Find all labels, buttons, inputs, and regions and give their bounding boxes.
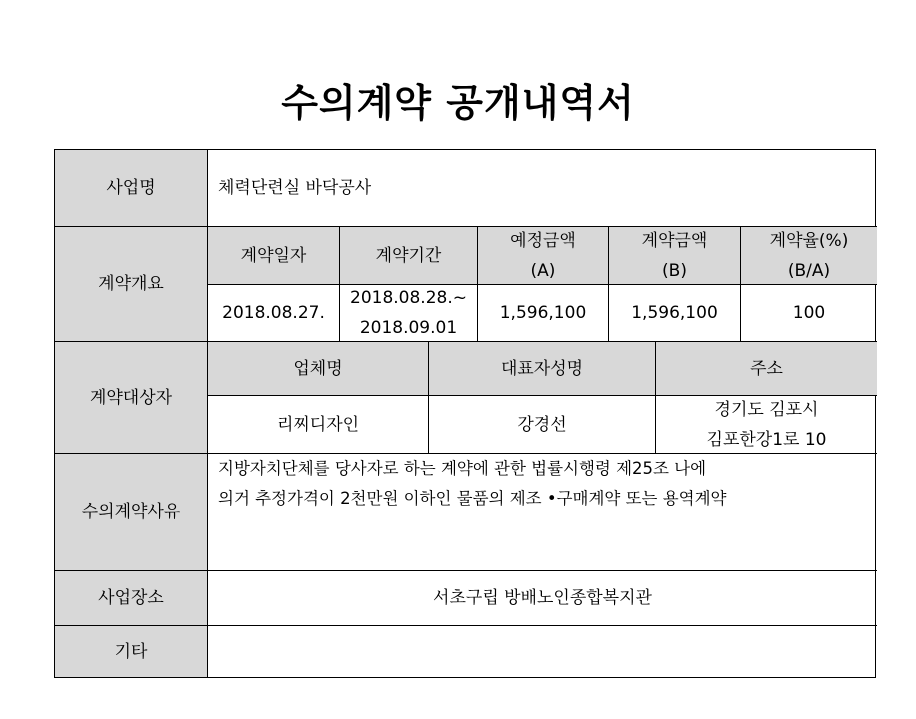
reason-line-2: 의거 추정가격이 2천만원 이하인 물품의 제조 •구매계약 또는 용역계약 xyxy=(218,489,727,508)
header-contract-amount-line2: (B) xyxy=(662,260,687,281)
contract-period-end: 2018.09.01 xyxy=(359,318,458,338)
contract-rate-value: 100 xyxy=(741,285,877,342)
header-estimated-amount xyxy=(478,227,609,285)
header-contract-rate-line1: 계약율(%) xyxy=(769,230,849,251)
header-contract-period xyxy=(340,227,478,285)
address-value xyxy=(656,396,877,454)
reason-line-1: 지방자치단체를 당사자로 하는 계약에 관한 법률시행령 제25조 나에 xyxy=(218,459,707,478)
contract-period-start: 2018.08.28.~ xyxy=(350,288,467,308)
representative-name-value: 강경선 xyxy=(429,396,656,454)
contract-disclosure-table xyxy=(54,149,876,678)
project-name-label: 사업명 xyxy=(55,150,208,227)
location-value: 서초구립 방배노인종합복지관 xyxy=(208,571,877,626)
contract-period-value xyxy=(340,285,478,342)
header-contract-amount-line1: 계약금액 xyxy=(641,230,708,251)
contract-date-value: 2018.08.27. xyxy=(208,285,340,342)
contract-overview-label: 계약개요 xyxy=(55,227,208,342)
reason-value xyxy=(208,454,877,571)
header-contract-rate-line2: (B/A) xyxy=(787,260,831,281)
header-company-name: 업체명 xyxy=(208,342,429,396)
header-contract-rate xyxy=(741,227,877,285)
contract-amount-value: 1,596,100 xyxy=(609,285,741,342)
header-contract-date xyxy=(208,227,340,285)
address-line-2: 김포한강1로 10 xyxy=(706,429,827,450)
estimated-amount-value: 1,596,100 xyxy=(478,285,609,342)
company-name-value: 리찌디자인 xyxy=(208,396,429,454)
header-address: 주소 xyxy=(656,342,877,396)
header-estimated-amount-line2: (A) xyxy=(530,260,556,281)
address-line-1: 경기도 김포시 xyxy=(714,399,819,420)
location-label: 사업장소 xyxy=(55,571,208,626)
other-value xyxy=(208,626,875,677)
header-contract-period-label: 계약기간 xyxy=(375,245,442,266)
other-label: 기타 xyxy=(55,626,208,677)
page-title: 수의계약 공개내역서 xyxy=(281,81,635,125)
project-name-value: 체력단련실 바닥공사 xyxy=(208,150,877,227)
header-representative-name: 대표자성명 xyxy=(429,342,656,396)
header-contract-date-label: 계약일자 xyxy=(240,245,307,266)
reason-label: 수의계약사유 xyxy=(55,454,208,571)
header-contract-amount xyxy=(609,227,741,285)
counterparty-label: 계약대상자 xyxy=(55,342,208,454)
header-estimated-amount-line1: 예정금액 xyxy=(510,230,576,251)
